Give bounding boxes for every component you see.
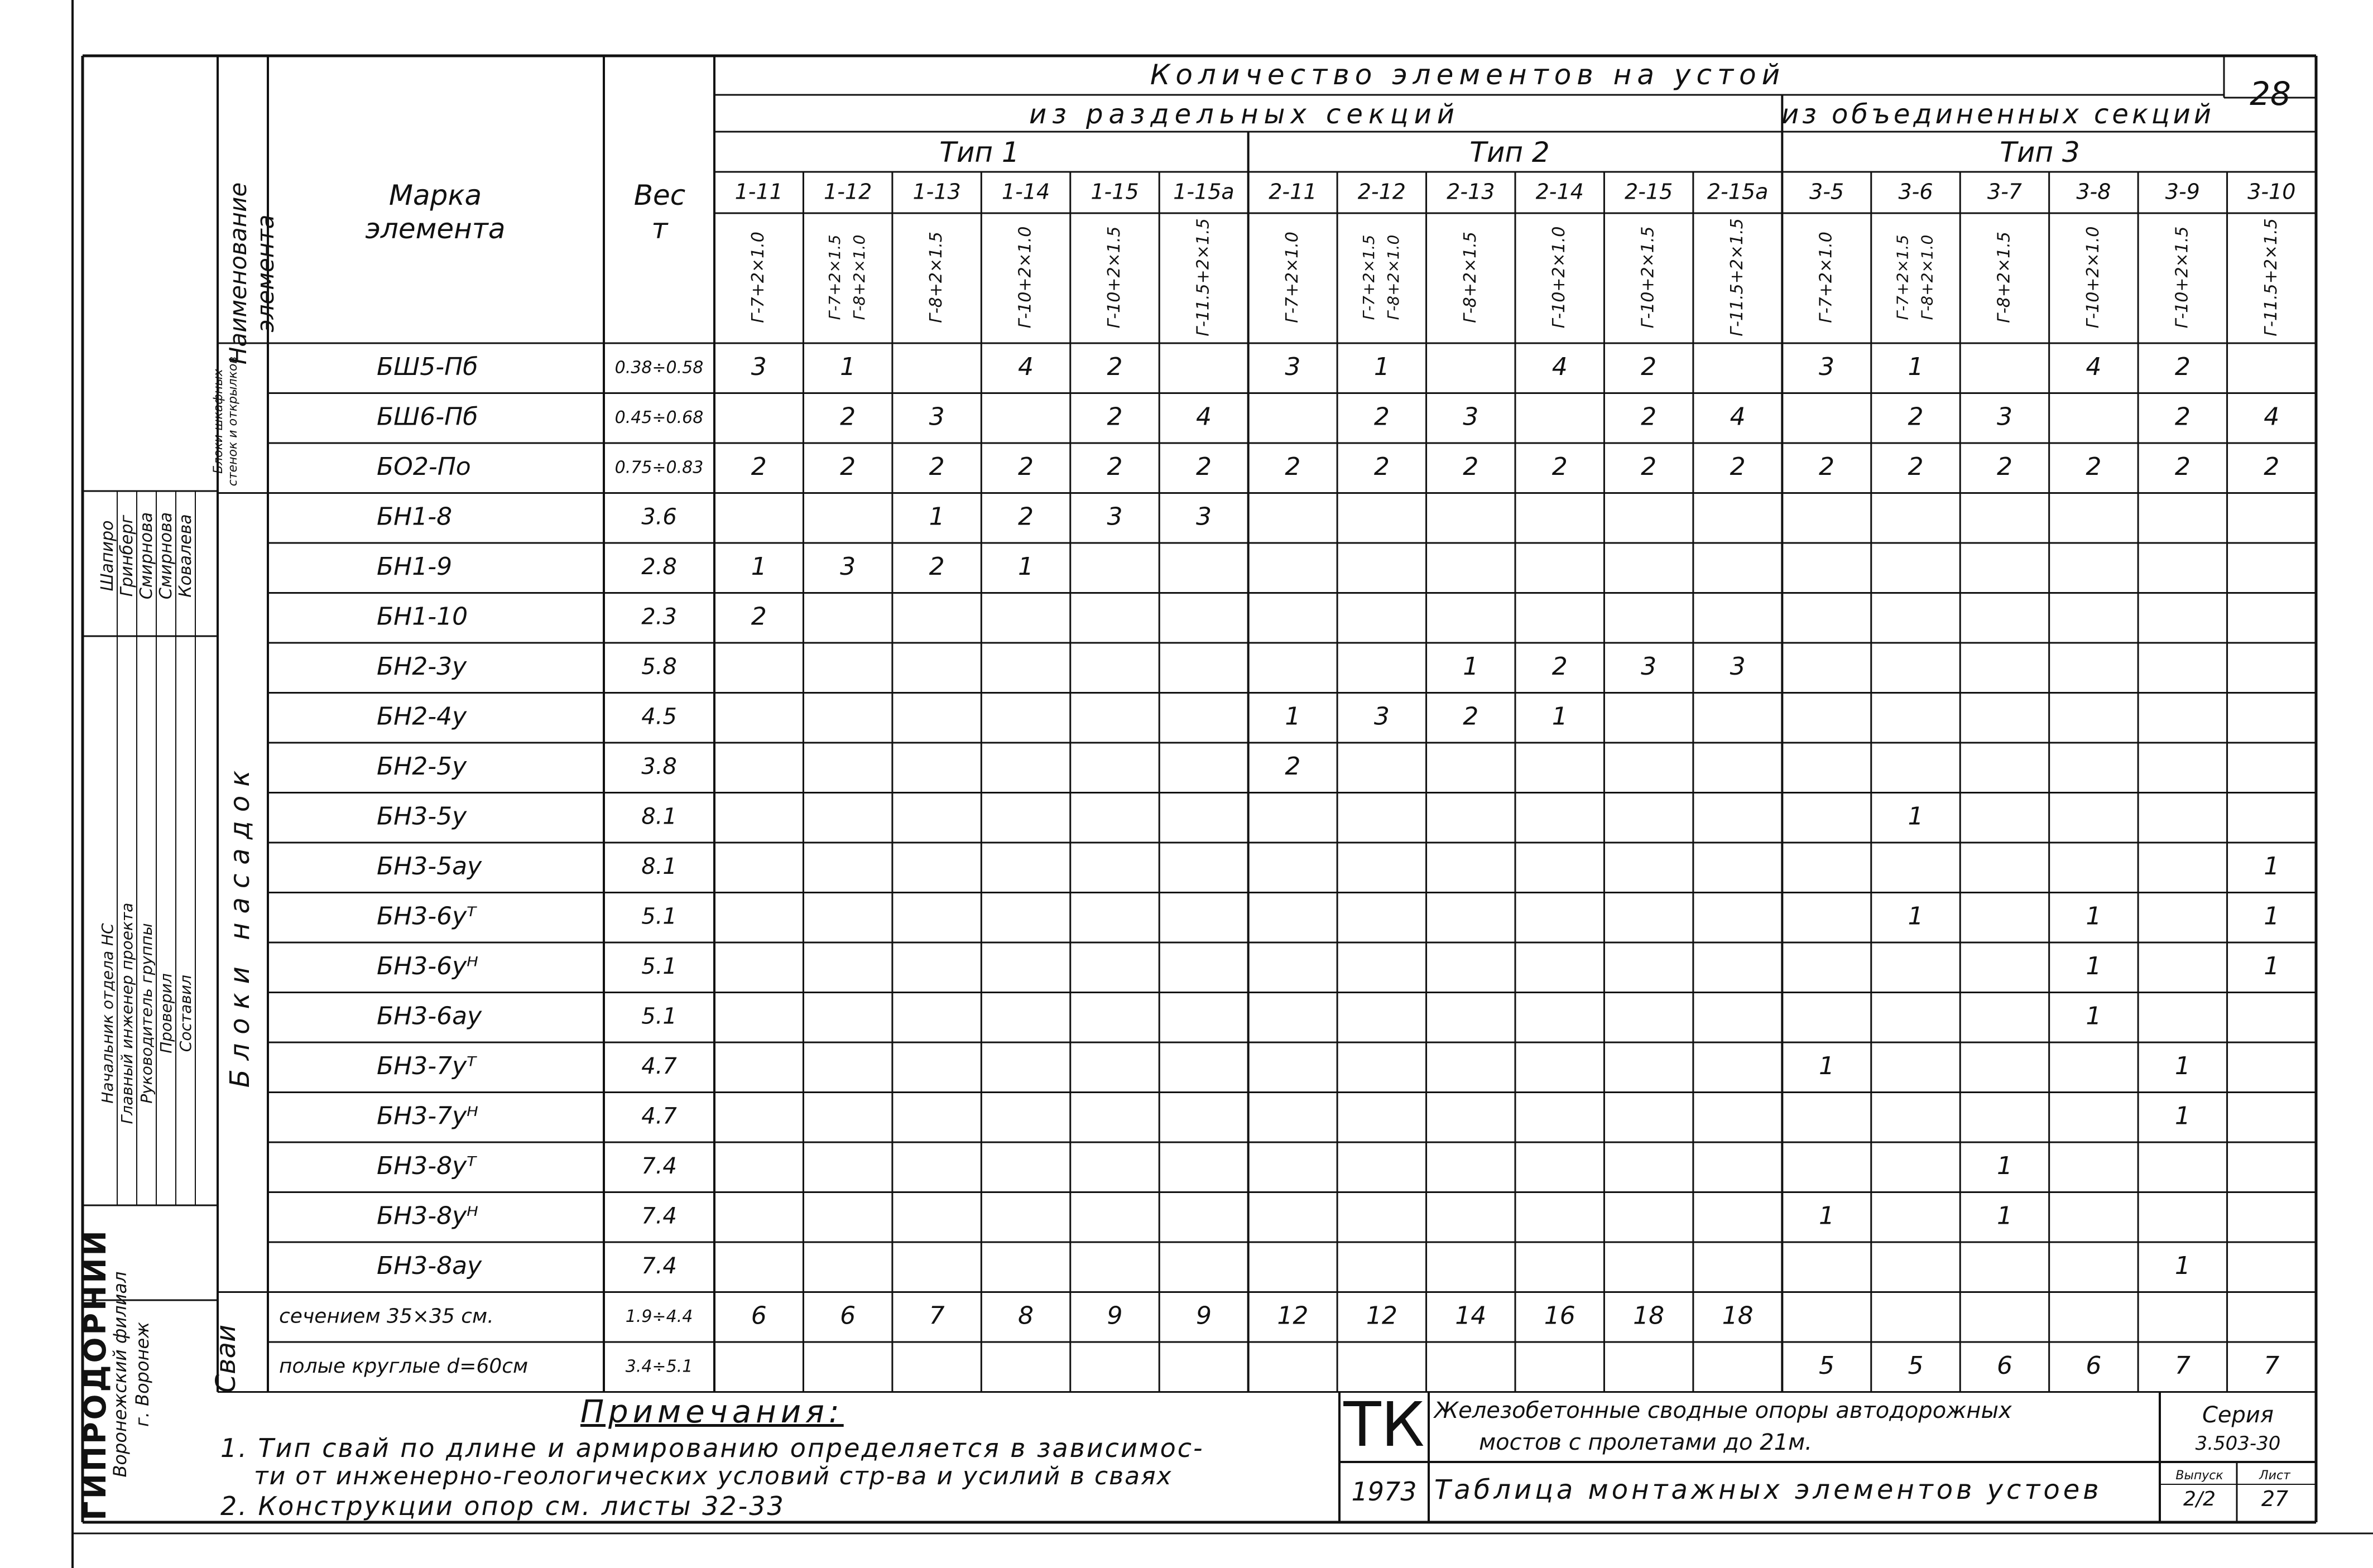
qty-r0-c9: 4 <box>1551 352 1568 381</box>
row-mark-13: БН3-6ау <box>377 1002 482 1031</box>
qty-r20-c12: 5 <box>1819 1351 1835 1380</box>
qty-r0-c15: 4 <box>2086 352 2102 381</box>
row-weight-2: 0.75÷0.83 <box>614 458 704 478</box>
qty-r0-c10: 2 <box>1641 352 1657 381</box>
column-code-2-11: 2-11 <box>1269 179 1317 204</box>
qty-r12-c17: 1 <box>2264 951 2280 980</box>
row-weight-7: 4.5 <box>641 704 677 730</box>
qty-r2-c0: 2 <box>751 452 767 481</box>
sheet-label: Лист <box>2259 1468 2290 1483</box>
column-code-2-15: 2-15 <box>1625 179 1673 204</box>
row-weight-17: 7.4 <box>641 1203 677 1229</box>
project-title-line2: мостов с пролетами до 21м. <box>1479 1430 1812 1455</box>
sheet-title: Таблица монтажных элементов устоев <box>1434 1474 2102 1506</box>
qty-r14-c16: 1 <box>2174 1051 2191 1080</box>
column-formula-1-15а: Г-11.5+2×1.5 <box>1193 218 1213 336</box>
row-mark-0: БШ5-Пб <box>377 352 478 381</box>
row-weight-20: 3.4÷5.1 <box>625 1357 693 1377</box>
qty-r4-c2: 2 <box>929 552 945 581</box>
qty-r20-c15: 6 <box>2086 1351 2102 1380</box>
personnel-name-2: Смирнова <box>136 512 156 600</box>
qty-r0-c12: 3 <box>1819 352 1835 381</box>
from-separate-label: из раздельных секций <box>1029 99 1460 130</box>
qty-r2-c8: 2 <box>1463 452 1479 481</box>
row-mark-11: БН3-6уᵀ <box>377 902 477 931</box>
qty-r11-c17: 1 <box>2264 902 2280 931</box>
qty-r19-c5: 9 <box>1195 1301 1212 1330</box>
note-2: 2. Конструкции опор см. листы 32-33 <box>220 1491 785 1521</box>
qty-r2-c5: 2 <box>1195 452 1212 481</box>
row-mark-16: БН3-8уᵀ <box>377 1151 477 1180</box>
column-code-1-14: 1-14 <box>1001 179 1050 204</box>
personnel-name-3: Смирнова <box>156 512 176 600</box>
qty-r7-c7: 3 <box>1373 702 1390 731</box>
qty-r9-c13: 1 <box>1908 802 1924 831</box>
sheet-number: 28 <box>2250 75 2291 113</box>
qty-r17-c14: 1 <box>1996 1201 2012 1230</box>
row-mark-8: БН2-5у <box>377 752 467 781</box>
row-weight-13: 5.1 <box>641 1003 677 1030</box>
column-formula-2-12-b: Г-8+2×1.0 <box>1384 234 1402 320</box>
qty-r2-c17: 2 <box>2264 452 2280 481</box>
qty-r20-c14: 6 <box>1996 1351 2012 1380</box>
row-weight-9: 8.1 <box>641 804 677 830</box>
type2-label: Тип 2 <box>1469 136 1550 169</box>
qty-r15-c16: 1 <box>2174 1102 2191 1131</box>
row-mark-3: БН1-8 <box>377 502 453 531</box>
column-formula-2-11: Г-7+2×1.0 <box>1282 232 1302 323</box>
org-city: г. Воронеж <box>132 1322 153 1427</box>
row-mark-6: БН2-3у <box>377 652 467 681</box>
qty-r8-c6: 2 <box>1285 752 1301 781</box>
qty-r2-c6: 2 <box>1285 452 1301 481</box>
note-1-line1: 1. Тип свай по длине и армированию определяется в зависимос- <box>220 1433 1204 1463</box>
row-weight-16: 7.4 <box>641 1153 677 1179</box>
qty-r17-c12: 1 <box>1819 1201 1835 1230</box>
column-mark-header-line1: Марка <box>388 179 482 211</box>
row-mark-18: БН3-8ау <box>377 1251 482 1280</box>
qty-r20-c13: 5 <box>1908 1351 1924 1380</box>
row-mark-5: БН1-10 <box>377 602 468 631</box>
qty-r1-c10: 2 <box>1641 402 1657 431</box>
row-weight-12: 5.1 <box>641 953 677 979</box>
column-code-2-14: 2-14 <box>1535 179 1584 204</box>
row-mark-20: полые круглые d=60см <box>279 1354 529 1378</box>
qty-r19-c0: 6 <box>751 1301 767 1330</box>
column-code-2-12: 2-12 <box>1357 179 1406 204</box>
column-weight-header-line1: Вес <box>633 179 686 211</box>
qty-r6-c10: 3 <box>1641 652 1657 681</box>
column-formula-2-13: Г-8+2×1.5 <box>1460 232 1480 323</box>
column-code-1-15: 1-15 <box>1091 179 1139 204</box>
column-name-header: Наименование элемента <box>224 182 279 365</box>
column-formula-2-15: Г-10+2×1.5 <box>1638 226 1658 329</box>
qty-r3-c2: 1 <box>929 502 945 531</box>
row-weight-6: 5.8 <box>641 653 677 680</box>
note-1-line2: ти от инженерно-геологических условий стр-ва и усилий в сваях <box>254 1462 1173 1490</box>
row-weight-8: 3.8 <box>641 753 677 780</box>
column-code-2-13: 2-13 <box>1447 179 1495 204</box>
row-mark-19: сечением 35×35 см. <box>279 1305 494 1328</box>
column-formula-1-11: Г-7+2×1.0 <box>748 232 768 323</box>
row-weight-10: 8.1 <box>641 853 677 879</box>
sheet-value: 27 <box>2261 1487 2289 1511</box>
personnel-role-1: Главный инженер проекта <box>117 902 136 1124</box>
column-formula-2-14: Г-10+2×1.0 <box>1549 226 1569 329</box>
row-weight-5: 2.3 <box>641 604 677 630</box>
column-formula-2-12-a: Г-7+2×1.5 <box>1359 234 1378 320</box>
column-formula-3-10: Г-11.5+2×1.5 <box>2261 218 2281 336</box>
qty-r2-c9: 2 <box>1551 452 1568 481</box>
column-weight-header-line2: т <box>651 213 668 245</box>
qty-r14-c12: 1 <box>1819 1051 1835 1080</box>
row-mark-4: БН1-9 <box>377 552 453 581</box>
series-label: Серия <box>2202 1402 2274 1428</box>
qty-r18-c16: 1 <box>2174 1251 2191 1280</box>
quantity-title: Количество элементов на устой <box>1150 59 1786 91</box>
qty-r20-c16: 7 <box>2174 1351 2191 1380</box>
qty-r19-c11: 18 <box>1722 1301 1754 1330</box>
row-mark-9: БН3-5у <box>377 802 467 831</box>
qty-r0-c1: 1 <box>840 352 856 381</box>
personnel-name-1: Гринберг <box>117 514 137 597</box>
qty-r1-c2: 3 <box>929 402 945 431</box>
group-label-pier-blocks: Блоки насадок <box>224 761 256 1088</box>
org-name: ГИПРОДОРНИИ <box>77 1228 113 1521</box>
qty-r0-c16: 2 <box>2174 352 2191 381</box>
qty-r6-c8: 1 <box>1463 652 1479 681</box>
qty-r6-c11: 3 <box>1730 652 1746 681</box>
qty-r19-c3: 8 <box>1018 1301 1034 1330</box>
personnel-role-3: Проверил <box>156 973 175 1054</box>
row-weight-4: 2.8 <box>641 554 677 580</box>
group-label-wall-blocks: Блоки шкафных стенок и открылков <box>212 356 240 487</box>
column-code-2-15а: 2-15а <box>1707 179 1769 204</box>
series-value: 3.503-30 <box>2195 1432 2281 1455</box>
column-code-1-12: 1-12 <box>824 179 872 204</box>
qty-r19-c4: 9 <box>1107 1301 1123 1330</box>
table-cells <box>279 180 2295 1380</box>
column-formula-3-6-a: Г-7+2×1.5 <box>1893 234 1912 320</box>
row-weight-11: 5.1 <box>641 903 677 930</box>
column-formula-3-8: Г-10+2×1.0 <box>2083 226 2103 329</box>
qty-r19-c7: 12 <box>1366 1301 1397 1330</box>
issue-value: 2/2 <box>2183 1487 2216 1511</box>
qty-r0-c4: 2 <box>1107 352 1123 381</box>
row-weight-14: 4.7 <box>641 1053 677 1079</box>
qty-r6-c9: 2 <box>1551 652 1568 681</box>
qty-r1-c14: 3 <box>1996 402 2012 431</box>
column-formula-1-13: Г-8+2×1.5 <box>926 232 947 323</box>
column-formula-2-15а: Г-11.5+2×1.5 <box>1727 218 1747 336</box>
qty-r0-c6: 3 <box>1285 352 1301 381</box>
qty-r19-c8: 14 <box>1455 1301 1487 1330</box>
qty-r3-c3: 2 <box>1018 502 1034 531</box>
notes-title: Примечания: <box>580 1394 844 1430</box>
row-weight-15: 4.7 <box>641 1103 677 1129</box>
year: 1973 <box>1351 1476 1417 1507</box>
qty-r2-c16: 2 <box>2174 452 2191 481</box>
column-formula-1-12-b: Г-8+2×1.0 <box>850 234 869 320</box>
qty-r19-c6: 12 <box>1277 1301 1309 1330</box>
tk-mark: ТК <box>1343 1388 1425 1460</box>
column-code-3-7: 3-7 <box>1987 179 2022 204</box>
project-title-line1: Железобетонные сводные опоры автодорожных <box>1434 1398 2012 1423</box>
row-mark-15: БН3-7уᴴ <box>377 1102 479 1131</box>
qty-r7-c6: 1 <box>1285 702 1301 731</box>
column-code-3-8: 3-8 <box>2076 179 2111 204</box>
column-formula-3-5: Г-7+2×1.0 <box>1816 232 1836 323</box>
column-code-3-5: 3-5 <box>1809 179 1844 204</box>
qty-r2-c4: 2 <box>1107 452 1123 481</box>
qty-r19-c2: 7 <box>929 1301 945 1330</box>
qty-r11-c13: 1 <box>1908 902 1924 931</box>
qty-r19-c10: 18 <box>1633 1301 1665 1330</box>
from-combined-label: из объединенных секций <box>1781 99 2215 130</box>
column-code-1-15а: 1-15а <box>1173 179 1234 204</box>
personnel-role-2: Руководитель группы <box>137 923 156 1104</box>
personnel-role-4: Составил <box>176 974 195 1052</box>
qty-r2-c14: 2 <box>1996 452 2012 481</box>
qty-r3-c4: 3 <box>1107 502 1123 531</box>
row-mark-10: БН3-5ау <box>377 852 482 881</box>
column-code-3-10: 3-10 <box>2247 179 2296 204</box>
personnel-name-4: Ковалева <box>175 514 195 598</box>
qty-r2-c12: 2 <box>1819 452 1835 481</box>
qty-r4-c1: 3 <box>840 552 856 581</box>
type3-label: Тип 3 <box>2000 136 2080 169</box>
personnel-name-0: Шапиро <box>97 520 117 591</box>
qty-r4-c0: 1 <box>751 552 767 581</box>
qty-r7-c8: 2 <box>1463 702 1479 731</box>
qty-r11-c15: 1 <box>2086 902 2102 931</box>
qty-r1-c4: 2 <box>1107 402 1123 431</box>
qty-r2-c13: 2 <box>1908 452 1924 481</box>
column-mark-header-line2: элемента <box>365 213 506 245</box>
qty-r19-c1: 6 <box>840 1301 856 1330</box>
qty-r1-c5: 4 <box>1195 402 1212 431</box>
qty-r10-c17: 1 <box>2264 852 2280 881</box>
type1-label: Тип 1 <box>939 136 1020 169</box>
qty-r0-c0: 3 <box>751 352 767 381</box>
column-code-3-9: 3-9 <box>2165 179 2200 204</box>
column-formula-3-7: Г-8+2×1.5 <box>1994 232 2014 323</box>
row-weight-0: 0.38÷0.58 <box>614 358 704 378</box>
row-weight-1: 0.45÷0.68 <box>614 407 704 427</box>
qty-r0-c3: 4 <box>1018 352 1034 381</box>
qty-r3-c5: 3 <box>1195 502 1212 531</box>
qty-r2-c3: 2 <box>1018 452 1034 481</box>
row-mark-17: БН3-8уᴴ <box>377 1201 479 1230</box>
column-formula-3-9: Г-10+2×1.5 <box>2172 226 2192 329</box>
qty-r1-c8: 3 <box>1463 402 1479 431</box>
qty-r4-c3: 1 <box>1018 552 1034 581</box>
row-weight-19: 1.9÷4.4 <box>625 1306 693 1326</box>
qty-r1-c13: 2 <box>1908 402 1924 431</box>
issue-label: Выпуск <box>2175 1468 2223 1483</box>
qty-r2-c7: 2 <box>1373 452 1390 481</box>
qty-r7-c9: 1 <box>1551 702 1568 731</box>
row-weight-18: 7.4 <box>641 1253 677 1279</box>
qty-r1-c7: 2 <box>1373 402 1390 431</box>
qty-r2-c15: 2 <box>2086 452 2102 481</box>
qty-r1-c1: 2 <box>840 402 856 431</box>
personnel-role-0: Начальник отдела НС <box>98 923 117 1104</box>
qty-r2-c11: 2 <box>1730 452 1746 481</box>
qty-r1-c17: 4 <box>2264 402 2280 431</box>
column-formula-1-12-a: Г-7+2×1.5 <box>825 234 844 320</box>
qty-r0-c7: 1 <box>1373 352 1390 381</box>
qty-r12-c15: 1 <box>2086 951 2102 980</box>
row-mark-12: БН3-6уᴴ <box>377 951 479 980</box>
qty-r0-c13: 1 <box>1908 352 1924 381</box>
qty-r5-c0: 2 <box>751 602 767 631</box>
qty-r13-c15: 1 <box>2086 1002 2102 1031</box>
qty-r1-c11: 4 <box>1730 402 1746 431</box>
qty-r2-c1: 2 <box>840 452 856 481</box>
qty-r20-c17: 7 <box>2264 1351 2280 1380</box>
org-branch: Воронежский филиал <box>109 1271 131 1478</box>
row-mark-7: БН2-4у <box>377 702 467 731</box>
column-formula-1-15: Г-10+2×1.5 <box>1104 226 1124 329</box>
qty-r19-c9: 16 <box>1544 1301 1575 1330</box>
column-code-1-11: 1-11 <box>734 179 783 204</box>
column-code-1-13: 1-13 <box>912 179 961 204</box>
row-mark-1: БШ6-Пб <box>377 402 478 431</box>
column-code-3-6: 3-6 <box>1898 179 1933 204</box>
qty-r2-c2: 2 <box>929 452 945 481</box>
group-label-piles: Сваи <box>210 1324 242 1393</box>
column-formula-3-6-b: Г-8+2×1.0 <box>1918 234 1937 320</box>
row-weight-3: 3.6 <box>641 504 677 530</box>
row-mark-2: БО2-По <box>377 452 471 481</box>
row-mark-14: БН3-7уᵀ <box>377 1051 477 1080</box>
qty-r2-c10: 2 <box>1641 452 1657 481</box>
qty-r1-c16: 2 <box>2174 402 2191 431</box>
qty-r16-c14: 1 <box>1996 1151 2012 1180</box>
column-formula-1-14: Г-10+2×1.0 <box>1015 226 1035 329</box>
